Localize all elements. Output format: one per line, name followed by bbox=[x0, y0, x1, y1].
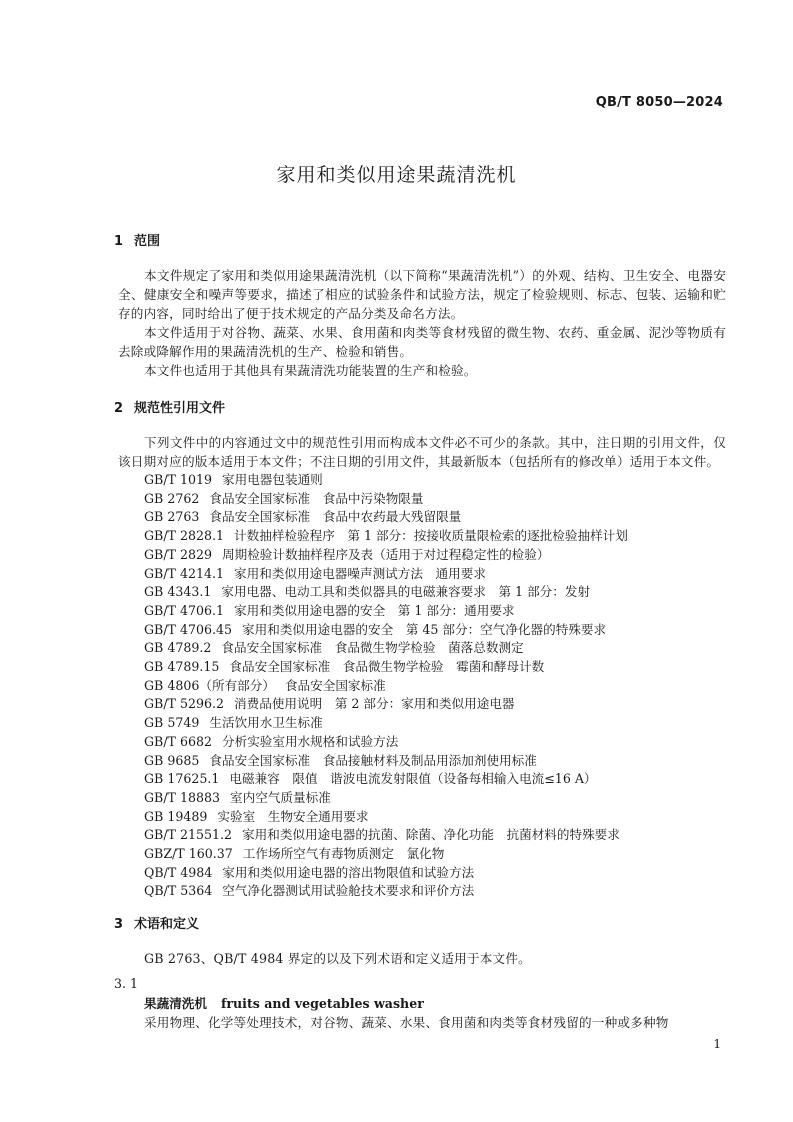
reference-title: 家用和类似用途电器的安全 第 45 部分：空气净化器的特殊要求 bbox=[242, 621, 607, 637]
reference-code: GB 2763 bbox=[144, 509, 200, 525]
document-body bbox=[114, 232, 726, 1032]
scope-paragraph: 本文件也适用于其他具有果蔬清洗功能装置的生产和检验。 bbox=[144, 363, 477, 378]
reference-item bbox=[144, 752, 726, 771]
reference-item bbox=[144, 639, 726, 658]
reference-title: 室内空气质量标准 bbox=[230, 789, 331, 805]
reference-code: GB/T 18883 bbox=[144, 789, 221, 805]
reference-code: GB/T 5296.2 bbox=[144, 696, 225, 712]
reference-title: 分析实验室用水规格和试验方法 bbox=[222, 733, 399, 749]
reference-item bbox=[144, 733, 726, 752]
reference-code: GB 4806（所有部分） bbox=[144, 677, 275, 693]
references-intro: 下列文件中的内容通过文中的规范性引用而构成本文件必不可少的条款。其中，注日期的引用文件，仅该日期对应的版本适用于本文件；不注日期的引用文件，其最新版本（包括所有的修改单）适用于本文件。 bbox=[118, 435, 726, 469]
reference-title: 生活饮用水卫生标准 bbox=[209, 715, 323, 731]
reference-code: GBZ/T 160.37 bbox=[144, 846, 233, 862]
reference-item bbox=[144, 546, 726, 565]
reference-title: 周期检验计数抽样程序及表（适用于对过程稳定性的检验） bbox=[222, 546, 550, 562]
reference-code: GB/T 1019 bbox=[144, 472, 213, 487]
reference-item bbox=[144, 658, 726, 677]
reference-list bbox=[144, 471, 726, 901]
reference-code: GB 4789.2 bbox=[144, 640, 212, 656]
reference-code: QB/T 5364 bbox=[144, 883, 213, 899]
reference-code: GB/T 6682 bbox=[144, 733, 213, 749]
reference-item bbox=[144, 565, 726, 584]
reference-title: 家用和类似用途电器的安全 第 1 部分：通用要求 bbox=[234, 602, 515, 618]
reference-code: QB/T 4984 bbox=[144, 864, 213, 880]
reference-code: GB 2762 bbox=[144, 490, 200, 506]
reference-item bbox=[144, 508, 726, 527]
reference-code: GB 17625.1 bbox=[144, 771, 220, 787]
section-number: 1 bbox=[114, 234, 124, 249]
reference-title: 食品安全国家标准 食品中农药最大残留限量 bbox=[209, 509, 462, 525]
document-title: 家用和类似用途果蔬清洗机 bbox=[276, 164, 517, 186]
reference-title: 食品安全国家标准 食品中污染物限量 bbox=[209, 490, 424, 506]
terms-intro: GB 2763、QB/T 4984 界定的以及下列术语和定义适用于本文件。 bbox=[144, 951, 531, 967]
reference-code: GB 5749 bbox=[144, 715, 200, 731]
reference-code: GB 19489 bbox=[144, 808, 208, 824]
reference-item bbox=[144, 882, 726, 901]
reference-title: 食品安全国家标准 bbox=[284, 677, 386, 693]
reference-title: 空气净化器测试用试验舱技术要求和评价方法 bbox=[222, 883, 475, 899]
reference-title: 食品安全国家标准 食品微生物学检验 菌落总数测定 bbox=[221, 640, 524, 656]
reference-item bbox=[144, 602, 726, 621]
reference-code: GB/T 21551.2 bbox=[144, 827, 233, 843]
term-zh: 果蔬清洗机 bbox=[144, 996, 207, 1012]
scope-paragraph: 本文件规定了家用和类似用途果蔬清洗机（以下简称“果蔬清洗机”）的外观、结构、卫生安全、电器安全、健康安全和噪声等要求，描述了相应的试验条件和试验方法，规定了检验规则、标志、包装、运输和贮存的内容，同时给出了便于技术规定的产品分类及命名方法。 bbox=[118, 268, 726, 321]
section-heading-references bbox=[114, 399, 726, 419]
reference-title: 食品安全国家标准 食品微生物学检验 霉菌和酵母计数 bbox=[229, 659, 545, 675]
standard-code: QB/T 8050—2024 bbox=[595, 95, 723, 110]
term-number: 3. 1 bbox=[114, 976, 139, 992]
reference-item bbox=[144, 490, 726, 509]
reference-item bbox=[144, 695, 726, 714]
reference-code: GB/T 4214.1 bbox=[144, 565, 225, 581]
reference-title: 食品安全国家标准 食品接触材料及制品用添加剂使用标准 bbox=[209, 752, 537, 768]
page-number: 1 bbox=[713, 1037, 721, 1051]
reference-title: 家用和类似用途电器的抗菌、除菌、净化功能 抗菌材料的特殊要求 bbox=[242, 827, 620, 843]
reference-item bbox=[144, 770, 726, 789]
reference-code: GB/T 2828.1 bbox=[144, 528, 225, 544]
reference-code: GB/T 4706.1 bbox=[144, 602, 225, 618]
reference-item bbox=[144, 808, 726, 827]
section-heading-scope bbox=[114, 232, 726, 252]
reference-item bbox=[144, 845, 726, 864]
term-title bbox=[144, 994, 726, 1013]
reference-title: 电磁兼容 限值 谐波电流发射限值（设备每相输入电流≤16 A） bbox=[229, 771, 597, 787]
scope-paragraph: 本文件适用于对谷物、蔬菜、水果、食用菌和肉类等食材残留的微生物、农药、重金属、泥沙等物质有去除或降解作用的果蔬清洗机的生产、检验和销售。 bbox=[118, 325, 726, 359]
reference-item bbox=[144, 527, 726, 546]
section-title: 规范性引用文件 bbox=[134, 401, 226, 416]
reference-item bbox=[144, 621, 726, 640]
section-title: 术语和定义 bbox=[134, 917, 200, 933]
reference-code: GB 4343.1 bbox=[144, 584, 212, 600]
reference-item bbox=[144, 714, 726, 733]
reference-item bbox=[144, 583, 726, 602]
reference-title: 家用和类似用途电器的溶出物限值和试验方法 bbox=[222, 864, 475, 880]
reference-code: GB/T 4706.45 bbox=[144, 621, 233, 637]
reference-title: 消费品使用说明 第 2 部分：家用和类似用途电器 bbox=[234, 696, 515, 712]
section-heading-terms bbox=[114, 915, 726, 935]
reference-item bbox=[144, 677, 726, 696]
term-en: fruits and vegetables washer bbox=[220, 996, 424, 1012]
reference-title: 家用电器、电动工具和类似器具的电磁兼容要求 第 1 部分：发射 bbox=[221, 584, 591, 600]
reference-title: 家用电器包装通则 bbox=[222, 472, 323, 487]
reference-item bbox=[144, 789, 726, 808]
reference-title: 工作场所空气有毒物质测定 氯化物 bbox=[242, 846, 445, 862]
reference-title: 实验室 生物安全通用要求 bbox=[217, 808, 369, 824]
section-number: 3 bbox=[114, 917, 124, 933]
reference-item bbox=[144, 826, 726, 845]
reference-code: GB 4789.15 bbox=[144, 659, 220, 675]
reference-code: GB/T 2829 bbox=[144, 546, 213, 562]
reference-title: 计数抽样检验程序 第 1 部分：按接收质量限检索的逐批检验抽样计划 bbox=[234, 528, 628, 544]
reference-code: GB 9685 bbox=[144, 752, 200, 768]
term-definition: 采用物理、化学等处理技术，对谷物、蔬菜、水果、食用菌和肉类等食材残留的一种或多种物 bbox=[144, 1015, 669, 1031]
reference-item bbox=[144, 471, 726, 490]
reference-item bbox=[144, 864, 726, 883]
section-title: 范围 bbox=[134, 234, 161, 249]
section-number: 2 bbox=[114, 401, 124, 416]
reference-title: 家用和类似用途电器噪声测试方法 通用要求 bbox=[234, 565, 486, 581]
